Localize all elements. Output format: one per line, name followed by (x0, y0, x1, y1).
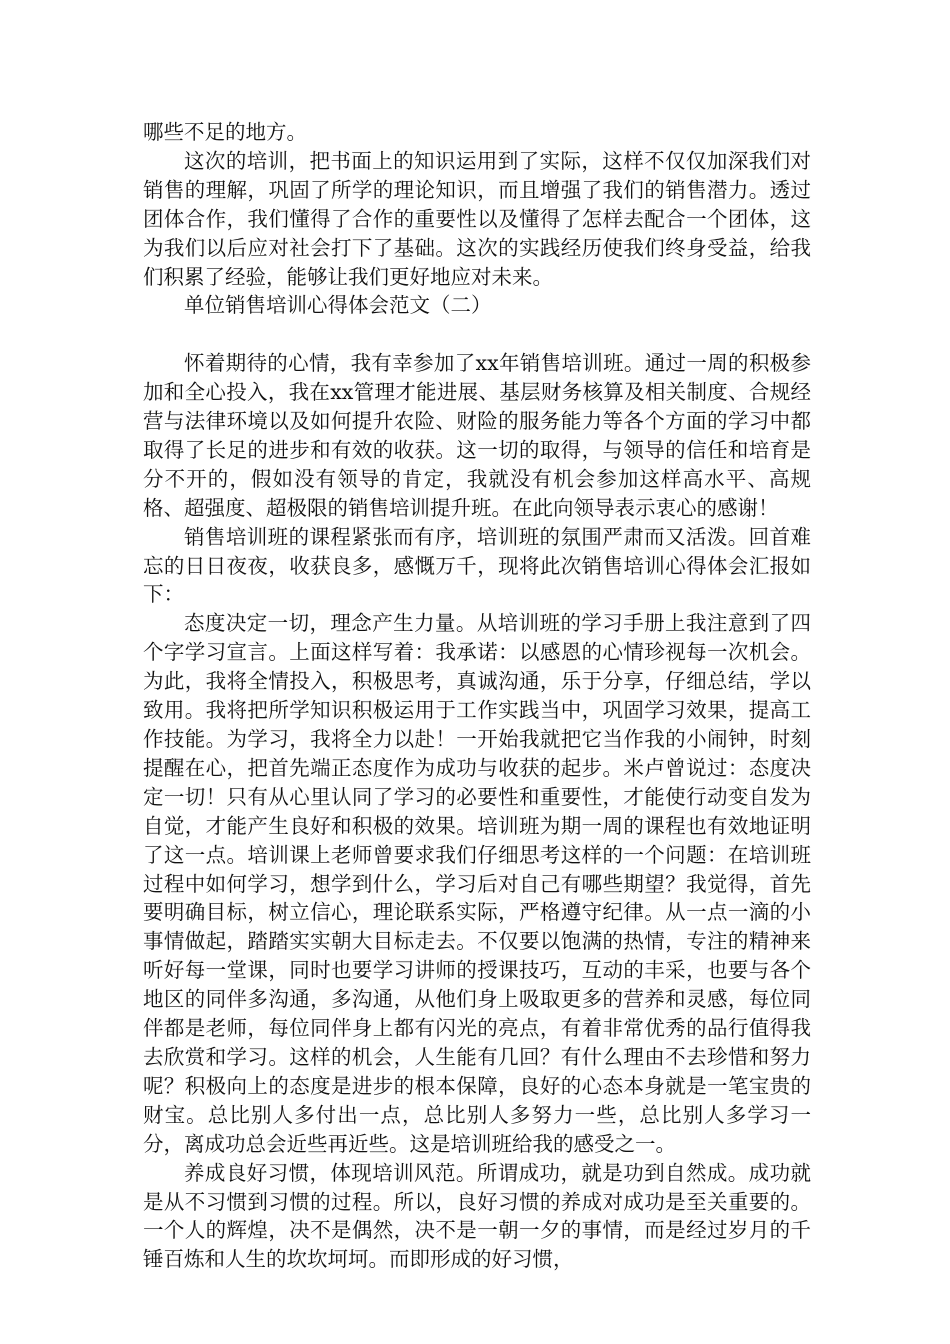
paragraph-attitude: 态度决定一切，理念产生力量。从培训班的学习手册上我注意到了四个字学习宣言。上面这样写着：我承诺：以感恩的心情珍视每一次机会。为此，我将全情投入，积极思考，真诚沟通，乐于分享，仔细总结，学以致用。我将把所学知识积极运用于工作实践当中，巩固学习效果，提高工作技能。为学习，我将全力以赴！一开始我就把它当作我的小闹钟，时刻提醒在心，把首先端正态度作为成功与收获的起步。米卢曾说过：态度决定一切！只有从心里认同了学习的必要性和重要性，才能使行动变自发为自觉，才能产生良好和积极的效果。培训班为期一周的课程也有效地证明了这一点。培训课上老师曾要求我们仔细思考这样的一个问题：在培训班过程中如何学习，想学到什么，学习后对自己有哪些期望？我觉得，首先要明确目标，树立信心，理论联系实际，严格遵守纪律。从一点一滴的小事情做起，踏踏实实朝大目标走去。不仅要以饱满的热情，专注的精神来听好每一堂课，同时也要学习讲师的授课技巧，互动的丰采，也要与各个地区的同伴多沟通，多沟通，从他们身上吸取更多的营养和灵感，每位同伴都是老师，每位同伴身上都有闪光的亮点，有着非常优秀的品行值得我去欣赏和学习。这样的机会，人生能有几回？有什么理由不去珍惜和努力呢？积极向上的态度是进步的根本保障，良好的心态本身就是一笔宝贵的财宝。总比别人多付出一点，总比别人多努力一些，总比别人多学习一分，离成功总会近些再近些。这是培训班给我的感受之一。 (143, 611, 811, 1156)
section-heading: 单位销售培训心得体会范文（二） (184, 293, 492, 318)
paragraph-course-overview: 销售培训班的课程紧张而有序，培训班的氛围严肃而又活泼。回首难忘的日日夜夜，收获良多，感慨万千，现将此次销售培训心得体会汇报如下： (143, 524, 811, 607)
paragraph-habits: 养成良好习惯，体现培训风范。所谓成功，就是功到自然成。成功就是从不习惯到习惯的过程。所以，良好习惯的养成对成功是至关重要的。一个人的辉煌，决不是偶然，决不是一朝一夕的事情，而是经过岁月的千锤百炼和人生的坎坎坷坷。而即形成的好习惯， (143, 1160, 811, 1272)
paragraph-introduction: 怀着期待的心情，我有幸参加了xx年销售培训班。通过一周的积极参加和全心投入，我在xx管理才能进展、基层财务核算及相关制度、合规经营与法律环境以及如何提升农险、财险的服务能力等各个方面的学习中都取得了长足的进步和有效的收获。这一切的取得，与领导的信任和培育是分不开的，假如没有领导的肯定，我就没有机会参加这样高水平、高规格、超强度、超极限的销售培训提升班。在此向领导表示衷心的感谢！ (143, 351, 811, 520)
blank-line (143, 320, 811, 349)
paragraph-training-summary: 这次的培训，把书面上的知识运用到了实际，这样不仅仅加深我们对销售的理解，巩固了所学的理论知识，而且增强了我们的销售潜力。透过团体合作，我们懂得了合作的重要性以及懂得了怎样去配合一个团体，这为我们以后应对社会打下了基础。这次的实践经历使我们终身受益，给我们积累了经验，能够让我们更好地应对未来。 (143, 148, 811, 289)
document-body (143, 118, 811, 1274)
paragraph-continuation: 哪些不足的地方。 (143, 120, 307, 144)
